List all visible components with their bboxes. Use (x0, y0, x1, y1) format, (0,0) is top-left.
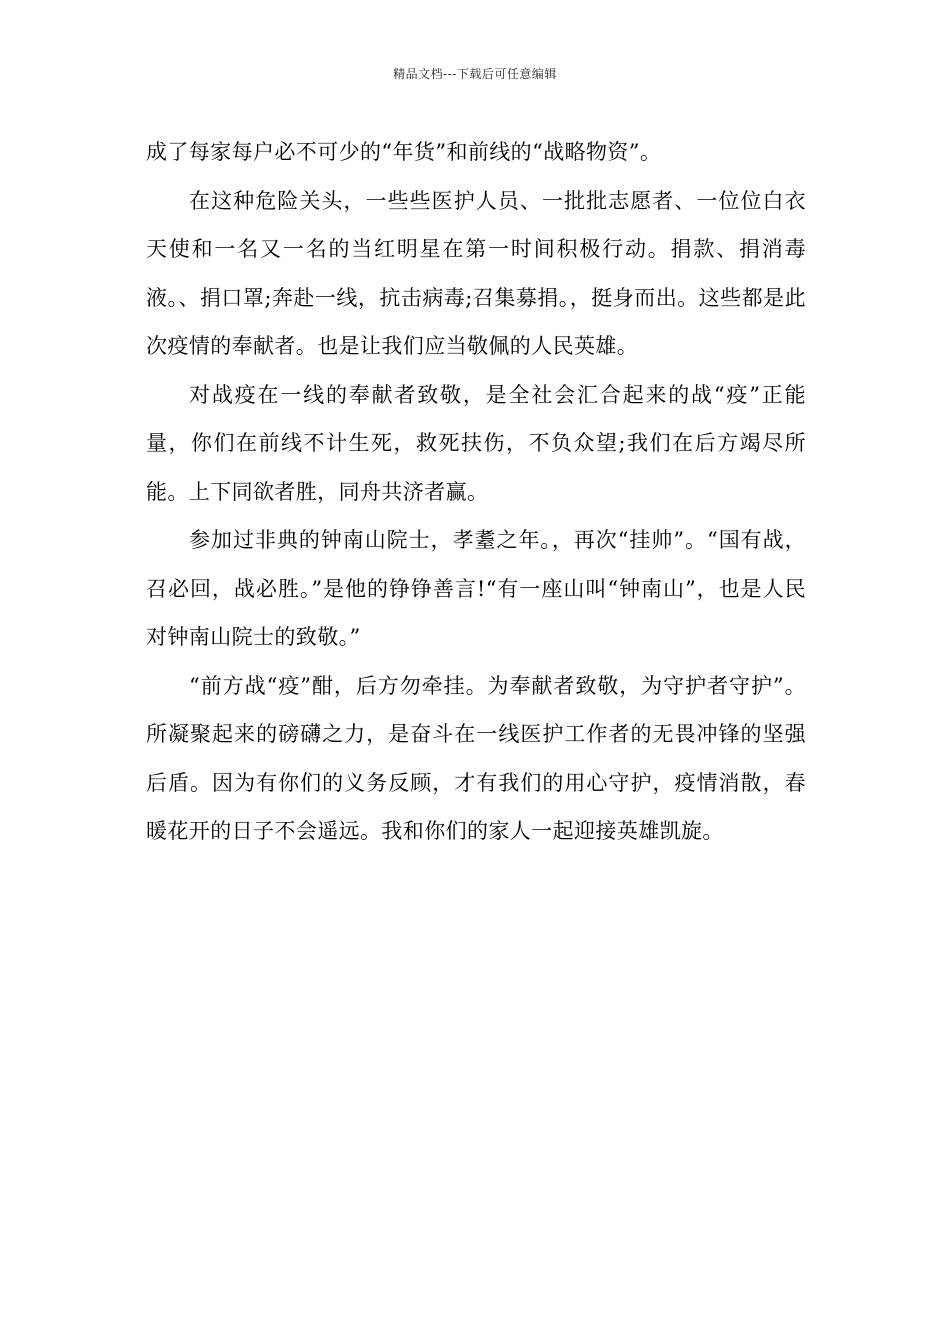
page-header: 精品文档---下载后可任意编辑 (393, 67, 557, 81)
paragraph-5: “前方战“疫”酣，后方勿牵挂。为奉献者致敬，为守护者守护”。所凝聚起来的磅礴之力，是奋斗在一线医护工作者的无畏冲锋的坚强后盾。因为有你们的义务反顾，才有我们的用心守护，疫情消散，春暖花开的日子不会遥远。我和你们的家人一起迎接英雄凯旋。 (146, 673, 806, 843)
paragraph-1: 成了每家每户必不可少的“年货”和前线的“战略物资”。 (146, 140, 662, 164)
paragraph-2: 在这种危险关头，一些些医护人员、一批批志愿者、一位位白衣天使和一名又一名的当红明星在第一时间积极行动。捐款、捐消毒液。、捐口罩;奔赴一线，抗击病毒;召集募捐。，挺身而出。这些都是此次疫情的奉献者。也是让我们应当敬佩的人民英雄。 (146, 188, 806, 358)
paragraph-3: 对战疫在一线的奉献者致敬，是全社会汇合起来的战“疫”正能量，你们在前线不计生死，救死扶伤，不负众望;我们在后方竭尽所能。上下同欲者胜，同舟共济者赢。 (146, 382, 806, 504)
document-body (146, 128, 806, 856)
paragraph-4: 参加过非典的钟南山院士，孝耋之年。，再次“挂帅”。“国有战，召必回，战必胜。”是他的铮铮善言!“有一座山叫“钟南山”，也是人民对钟南山院士的致敬。” (146, 528, 806, 649)
